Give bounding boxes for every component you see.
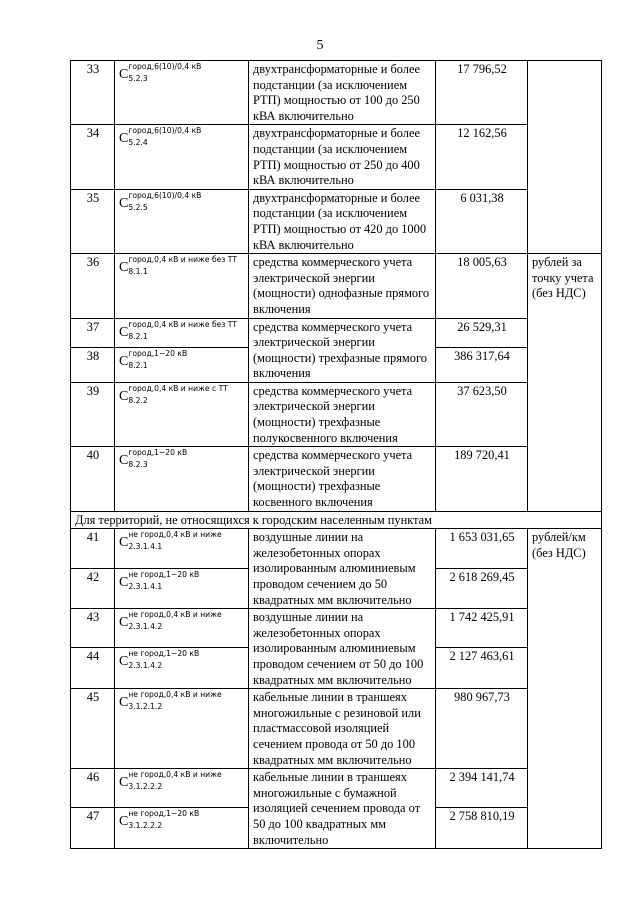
row-number: 35	[71, 189, 115, 253]
table-row	[71, 689, 602, 769]
rate-code: C не город,1−20 кВ 2.3.1.4.1	[115, 569, 249, 609]
table-row	[71, 382, 602, 446]
rate-code: C город,6(10)/0,4 кВ 5.2.4	[115, 125, 249, 189]
table-row	[71, 447, 602, 511]
row-number: 43	[71, 609, 115, 647]
table-row	[71, 318, 602, 348]
rate-code: C не город,0,4 кВ и ниже 3.1.2.2.2	[115, 769, 249, 808]
rate-description: средства коммерческого учета электрической энергии (мощности) трехфазные полукосвенного включения	[249, 382, 436, 446]
rate-code: C не город,1−20 кВ 3.1.2.2.2	[115, 808, 249, 849]
rate-code: C город,0,4 кВ и ниже с ТТ 8.2.2	[115, 382, 249, 446]
rate-code: C не город,0,4 кВ и ниже 2.3.1.4.2	[115, 609, 249, 647]
rate-price: 18 005,63	[436, 254, 528, 318]
row-number: 37	[71, 318, 115, 348]
rate-description: кабельные линии в траншеях многожильные с бумажной изоляцией сечением провода от 50 до 100 квадратных мм включительно	[249, 769, 436, 849]
rate-price: 189 720,41	[436, 447, 528, 511]
rate-code: C не город,0,4 кВ и ниже 2.3.1.4.1	[115, 529, 249, 569]
rate-price: 26 529,31	[436, 318, 528, 348]
rate-code: C город,0,4 кВ и ниже без ТТ 8.2.1	[115, 318, 249, 348]
row-number: 44	[71, 647, 115, 689]
row-number: 34	[71, 125, 115, 189]
rate-code: C город,0,4 кВ и ниже без ТТ 8.1.1	[115, 254, 249, 318]
rate-price: 2 618 269,45	[436, 569, 528, 609]
rate-price: 37 623,50	[436, 382, 528, 446]
rate-price: 17 796,52	[436, 61, 528, 125]
unit-per-point: рублей за точку учета (без НДС)	[528, 254, 602, 512]
rate-price: 2 127 463,61	[436, 647, 528, 689]
rate-price: 1 653 031,65	[436, 529, 528, 569]
table-row	[71, 254, 602, 318]
rate-description: двухтрансформаторные и более подстанции (за исключением РТП) мощностью от 100 до 250 кВА включительно	[249, 61, 436, 125]
rate-price: 980 967,73	[436, 689, 528, 769]
row-number: 41	[71, 529, 115, 569]
rate-price: 2 394 141,74	[436, 769, 528, 808]
rate-price: 12 162,56	[436, 125, 528, 189]
rate-description: двухтрансформаторные и более подстанции (за исключением РТП) мощностью от 420 до 1000 кВА включительно	[249, 189, 436, 253]
table-row	[71, 609, 602, 647]
table-row	[71, 125, 602, 189]
row-number: 46	[71, 769, 115, 808]
row-number: 38	[71, 348, 115, 383]
rate-description: средства коммерческого учета электрической энергии (мощности) однофазные прямого включения	[249, 254, 436, 318]
rate-description: двухтрансформаторные и более подстанции (за исключением РТП) мощностью от 250 до 400 кВА включительно	[249, 125, 436, 189]
row-number: 47	[71, 808, 115, 849]
unit-cell-empty	[528, 61, 602, 254]
rate-price: 1 742 425,91	[436, 609, 528, 647]
row-number: 39	[71, 382, 115, 446]
rate-description: средства коммерческого учета электрической энергии (мощности) трехфазные косвенного включения	[249, 447, 436, 511]
row-number: 45	[71, 689, 115, 769]
row-number: 42	[71, 569, 115, 609]
rate-code: C не город,1−20 кВ 2.3.1.4.2	[115, 647, 249, 689]
table-row	[71, 61, 602, 125]
tariff-table	[70, 60, 602, 849]
row-number: 40	[71, 447, 115, 511]
row-number: 33	[71, 61, 115, 125]
row-number: 36	[71, 254, 115, 318]
rate-price: 6 031,38	[436, 189, 528, 253]
rate-price: 2 758 810,19	[436, 808, 528, 849]
rate-description: воздушные линии на железобетонных опорах изолированным алюминиевым проводом сечением до 50 квадратных мм включительно	[249, 529, 436, 609]
table-row	[71, 529, 602, 569]
page-number: 5	[316, 38, 324, 53]
table-row	[71, 769, 602, 808]
rate-description: воздушные линии на железобетонных опорах изолированным алюминиевым проводом сечением от 50 до 100 квадратных мм включительно	[249, 609, 436, 689]
table-row	[71, 189, 602, 253]
rate-description: средства коммерческого учета электрической энергии (мощности) трехфазные прямого включения	[249, 318, 436, 382]
rate-code: C город,1−20 кВ 8.2.3	[115, 447, 249, 511]
rate-code: C город,1−20 кВ 8.2.1	[115, 348, 249, 383]
rate-code: C не город,0,4 кВ и ниже 3.1.2.1.2	[115, 689, 249, 769]
section-header-row	[71, 511, 602, 529]
unit-per-km: рублей/км (без НДС)	[528, 529, 602, 849]
rate-code: C город,6(10)/0,4 кВ 5.2.5	[115, 189, 249, 253]
section-title: Для территорий, не относящихся к городским населенным пунктам	[71, 511, 602, 529]
rate-description: кабельные линии в траншеях многожильные с резиновой или пластмассовой изоляцией сечением провода от 50 до 100 квадратных мм включительно	[249, 689, 436, 769]
rate-code: C город,6(10)/0,4 кВ 5.2.3	[115, 61, 249, 125]
rate-price: 386 317,64	[436, 348, 528, 383]
